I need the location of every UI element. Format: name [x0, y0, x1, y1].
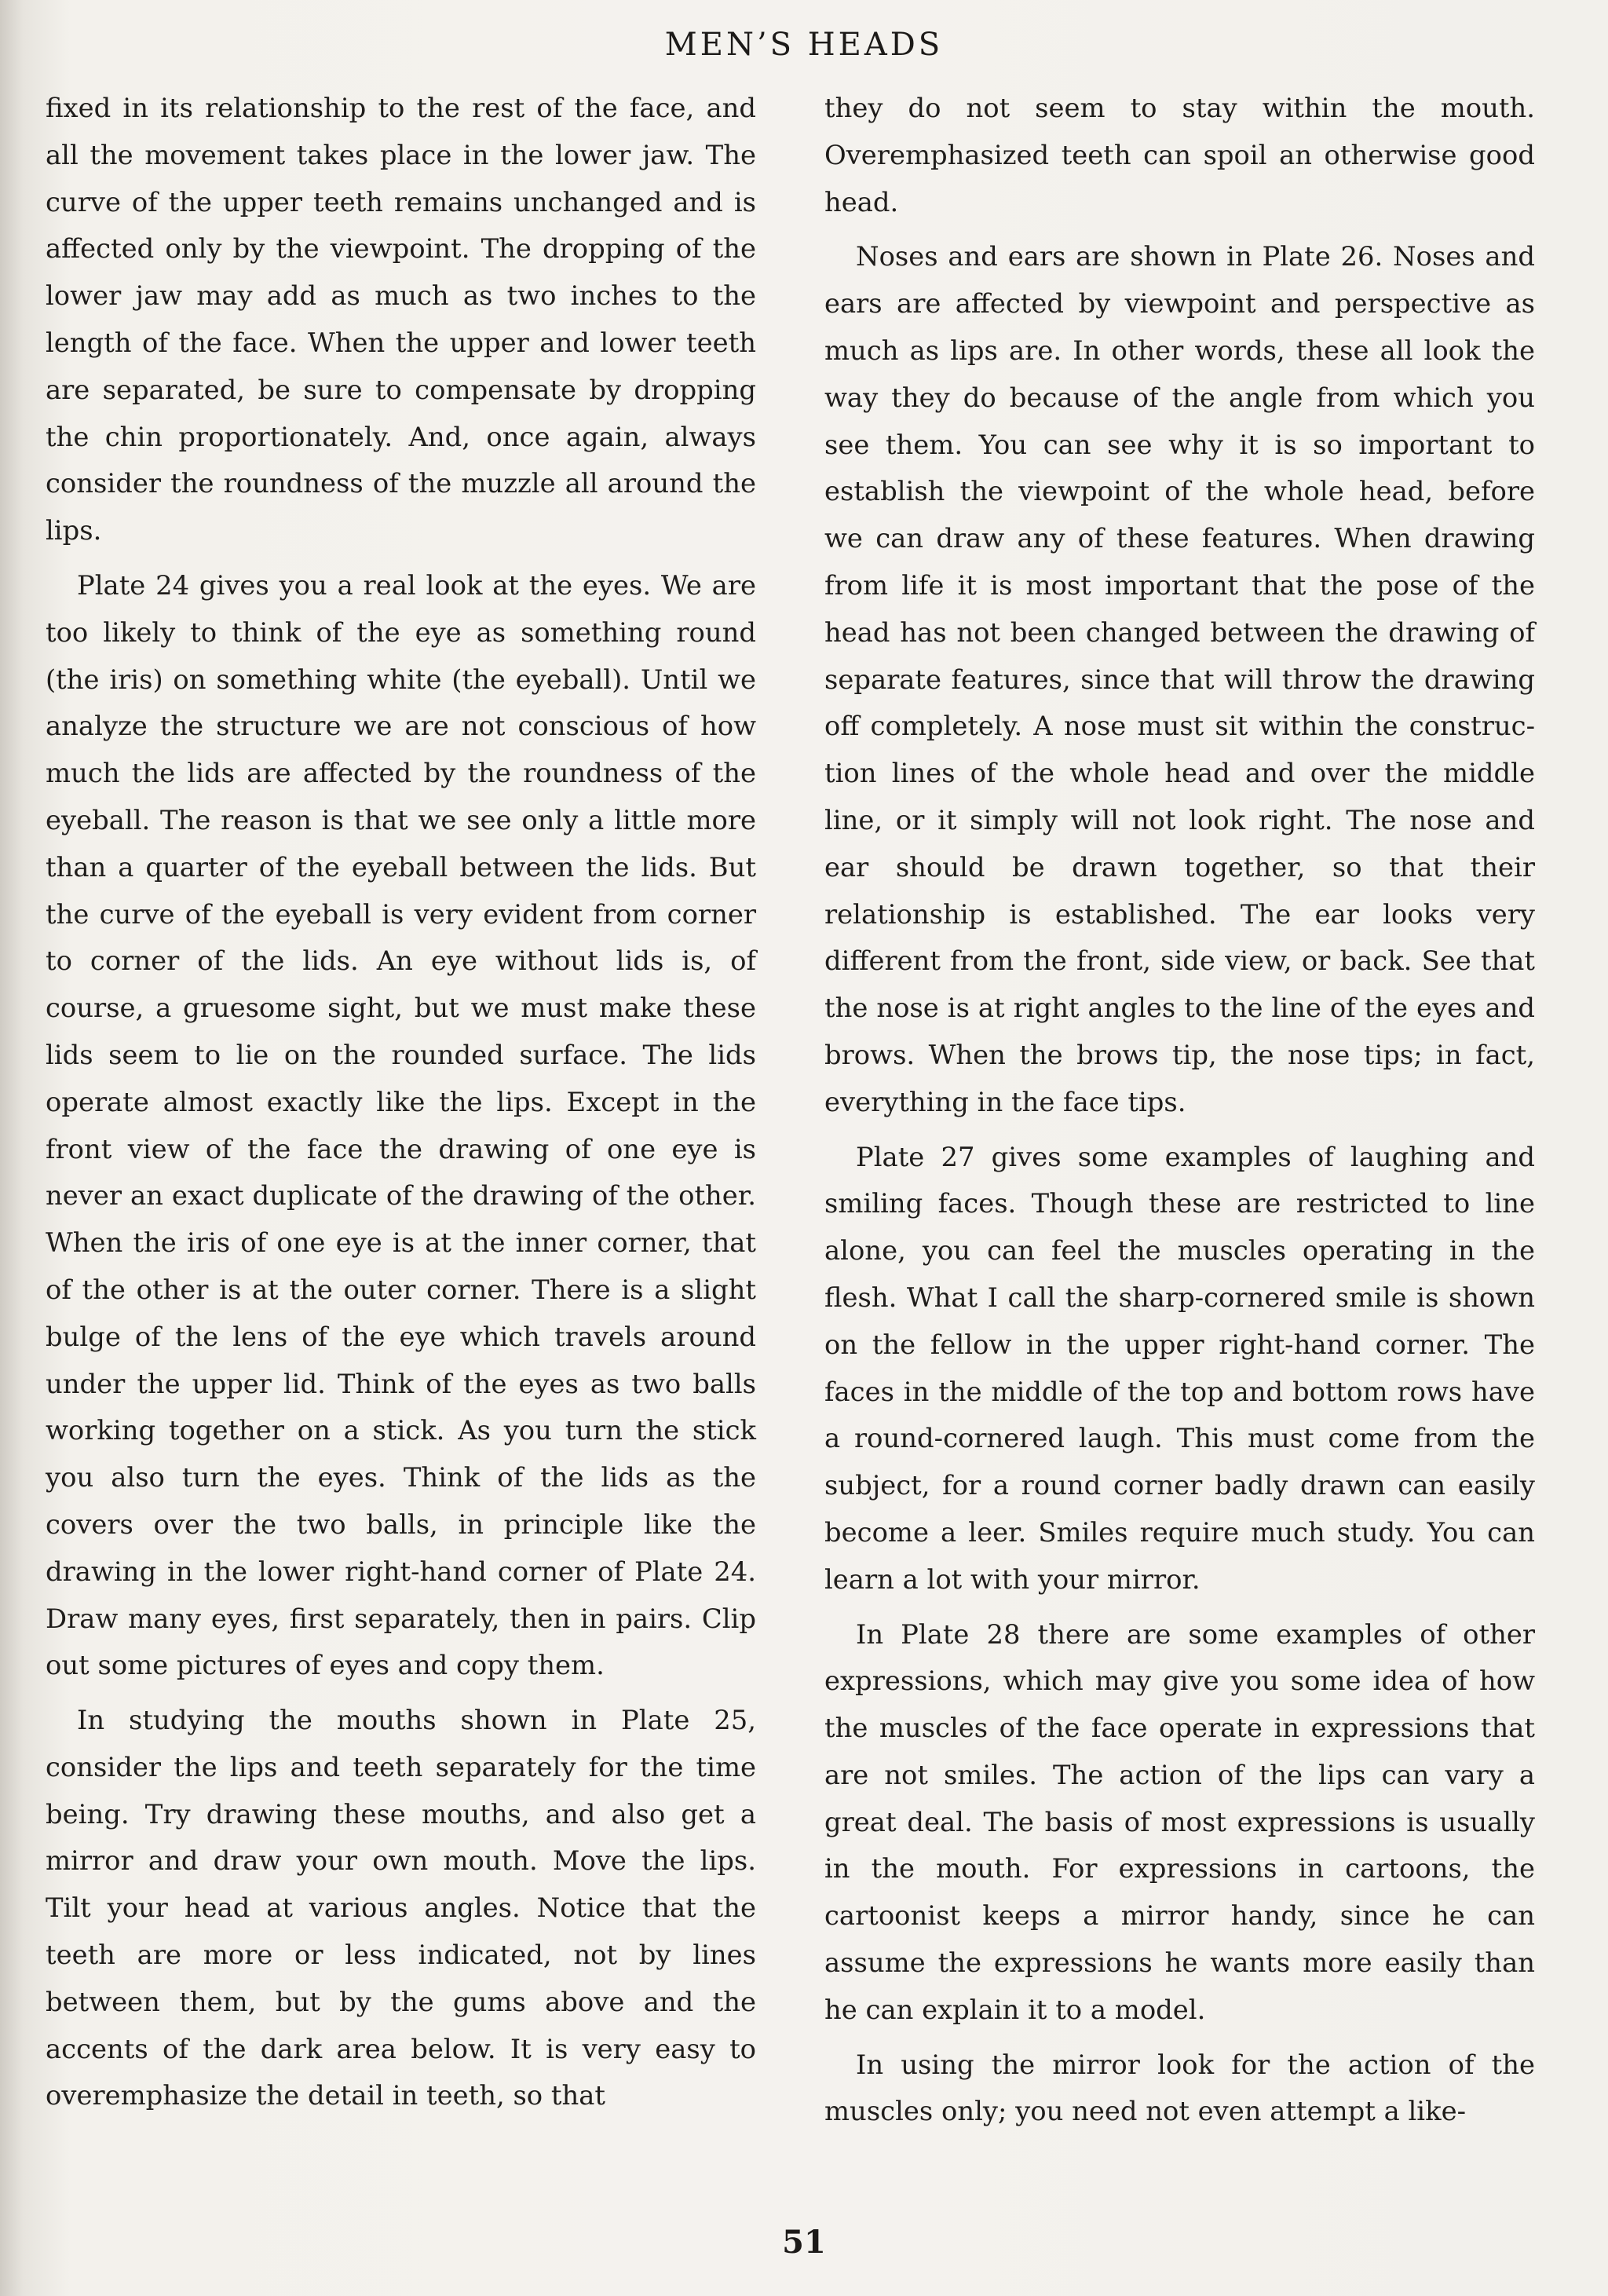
- left-paragraph-1: fixed in its relationship to the rest of the face, and all the movement takes place in the lower jaw. The curve of the upper teeth remains unchanged and is affected only by the viewpoint. The dropping of the lower jaw may add as much as two inches to the length of the face. When the upper and lower teeth are separated, be sure to compensate by dropping the chin proportionately. And, once again, always consider the roundness of the muzzle all around the lips.: [46, 93, 756, 547]
- page-number: 51: [782, 2224, 826, 2261]
- left-column: [46, 85, 756, 2119]
- right-paragraph-4: In Plate 28 there are some examples of other expressions, which may give you some idea of how the muscles of the face operate in expressions that are not smiles. The action of the lips can vary a great deal. The basis of most expressions is usually in the mouth. For expressions in cartoons, the cartoonist keeps a mirror handy, since he can assume the expressions he wants more easily than he can explain it to a model.: [824, 1618, 1535, 2025]
- right-paragraph-2: Noses and ears are shown in Plate 26. Noses and ears are affected by viewpoint and perspective as much as lips are. In other words, these all look the way they do because of the angle from which you see them. You can see why it is so important to establish the viewpoint of the whole head, before we can draw any of these features. When drawing from life it is most important that the pose of the head has not been changed between the drawing of separate features, since that will throw the drawing off completely. A nose must sit within the construction lines of the whole head and over the middle line, or it simply will not look right. The nose and ear should be drawn together, so that their relationship is established. The ear looks very different from the front, side view, or back. See that the nose is at right angles to the line of the eyes and brows. When the brows tip, the nose tips; in fact, everything in the face tips.: [824, 241, 1535, 1117]
- right-paragraph-1: they do not seem to stay within the mouth. Overemphasized teeth can spoil an otherwise good head.: [824, 93, 1535, 218]
- left-paragraph-2: Plate 24 gives you a real look at the eyes. We are too likely to think of the eye as something round (the iris) on something white (the eyeball). Until we analyze the structure we are not conscious of how much the lids are affected by the roundness of the eyeball. The reason is that we see only a little more than a quarter of the eyeball between the lids. But the curve of the eyeball is very evident from corner to corner of the lids. An eye without lids is, of course, a gruesome sight, but we must make these lids seem to lie on the rounded surface. The lids operate almost exactly like the lips. Except in the front view of the face the drawing of one eye is never an exact duplicate of the drawing of the other. When the iris of one eye is at the inner corner, that of the other is at the outer corner. There is a slight bulge of the lens of the eye which travels around under the upper lid. Think of the eyes as two balls working together on a stick. As you turn the stick you also turn the eyes. Think of the lids as the covers over the two balls, in principle like the drawing in the lower right-hand corner of Plate 24. Draw many eyes, first separately, then in pairs. Clip out some pictures of eyes and copy them.: [46, 569, 756, 1681]
- right-column: [824, 85, 1535, 2135]
- left-paragraph-3: In studying the mouths shown in Plate 25, consider the lips and teeth separately for the time being. Try drawing these mouths, and also get a mirror and draw your own mouth. Move the lips. Tilt your head at various angles. Notice that the teeth are more or less indicated, not by lines between them, but by the gums above and the accents of the dark area below. It is very easy to overemphasize the detail in teeth, so that: [46, 1705, 756, 2111]
- right-paragraph-5: In using the mirror look for the action of the muscles only; you need not even attempt a like-: [824, 2049, 1535, 2127]
- running-head: MEN’S HEADS: [664, 27, 944, 63]
- right-paragraph-3: Plate 27 gives some examples of laughing and smiling faces. Though these are restricted to line alone, you can feel the muscles operating in the flesh. What I call the sharp-cornered smile is shown on the fellow in the upper right-hand corner. The faces in the middle of the top and bottom rows have a round-cornered laugh. This must come from the subject, for a round corner badly drawn can easily become a leer. Smiles require much study. You can learn a lot with your mirror.: [824, 1141, 1535, 1595]
